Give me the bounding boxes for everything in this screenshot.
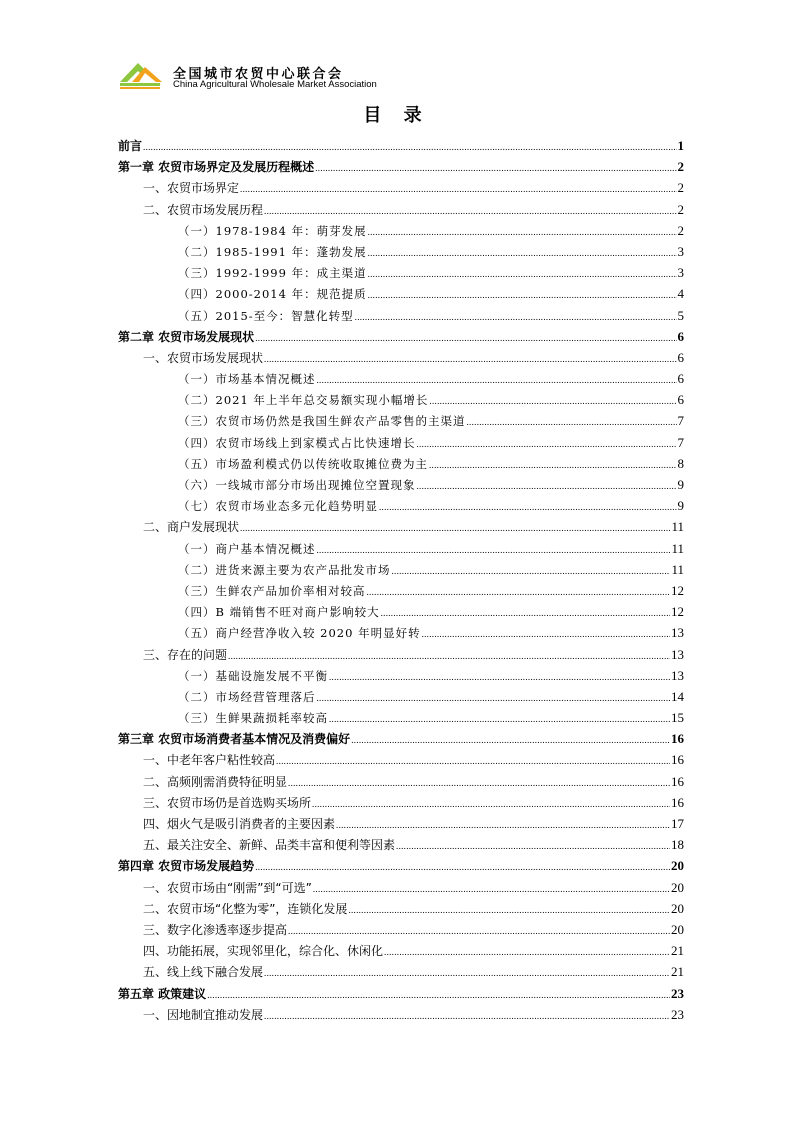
toc-entry[interactable] <box>118 580 684 601</box>
toc-entry[interactable] <box>118 1004 684 1025</box>
toc-entry-label: 三、存在的问题 <box>143 647 228 662</box>
dot-leader <box>467 410 677 433</box>
toc-entry-page: 20 <box>671 900 684 916</box>
page-header <box>118 58 438 92</box>
toc-entry[interactable] <box>118 453 684 474</box>
dot-leader <box>381 601 670 624</box>
dot-leader <box>143 135 676 158</box>
toc-entry-label: 前言 <box>118 139 143 153</box>
toc-entry-page: 15 <box>671 710 684 726</box>
dot-leader <box>367 580 671 603</box>
org-name-cn: 全国城市农贸中心联合会 <box>173 67 344 82</box>
toc-entry-page: 23 <box>671 1006 684 1022</box>
toc-entry-label: 五、线上线下融合发展 <box>143 965 264 980</box>
dot-leader <box>264 199 676 222</box>
toc-entry[interactable] <box>118 961 684 982</box>
toc-entry[interactable] <box>118 707 684 728</box>
dot-leader <box>288 771 670 794</box>
toc-entry-label: （一）市场基本情况概述 <box>178 372 316 387</box>
dot-leader <box>429 453 677 476</box>
toc-entry-page: 21 <box>671 964 684 980</box>
dot-leader <box>207 983 670 1006</box>
toc-entry-label: 第二章 农贸市场发展现状 <box>118 329 255 344</box>
toc-entry-label: （六）一线城市部分市场出现摊位空置现象 <box>178 478 416 492</box>
toc-entry-page: 4 <box>677 286 684 302</box>
toc-entry-label: 一、农贸市场发展现状 <box>143 350 264 365</box>
toc-entry-page: 6 <box>677 328 684 344</box>
toc-entry[interactable] <box>118 495 684 516</box>
toc-entry[interactable] <box>118 898 684 919</box>
toc-entry-page: 5 <box>677 307 684 323</box>
toc-entry-page: 7 <box>677 413 684 429</box>
toc-entry-label: （二）进货来源主要为农产品批发市场 <box>178 562 391 577</box>
toc-entry-page: 16 <box>671 731 684 747</box>
toc-entry[interactable] <box>118 686 684 707</box>
toc-entry-label: （五）商户经营净收入较 2020 年明显好转 <box>178 626 421 641</box>
toc-entry-label: 三、农贸市场仍是首选购买场所 <box>143 795 312 810</box>
toc-entry[interactable] <box>118 728 684 749</box>
dot-leader <box>317 686 671 709</box>
toc-entry-label: 第一章 农贸市场界定及发展历程概述 <box>118 160 315 175</box>
toc-entry-page: 11 <box>671 519 684 535</box>
toc-entry-page: 9 <box>677 498 684 514</box>
toc-entry[interactable] <box>118 813 684 834</box>
dot-leader <box>396 834 670 857</box>
association-logo-icon <box>118 58 164 92</box>
dot-leader <box>313 877 670 900</box>
toc-entry-label: （二）1985-1991 年：蓬勃发展 <box>178 244 367 259</box>
dot-leader <box>417 432 677 455</box>
dot-leader <box>240 516 670 539</box>
dot-leader <box>429 389 676 412</box>
toc-entry-label: 四、功能拓展，实现邻里化，综合化、休闲化 <box>143 944 384 959</box>
toc-entry[interactable] <box>118 177 684 198</box>
dot-leader <box>351 728 670 751</box>
toc-entry-label: 第三章 农贸市场消费者基本情况及消费偏好 <box>118 732 351 747</box>
toc-entry[interactable] <box>118 877 684 898</box>
toc-entry-label: （四）农贸市场线上到家模式占比快速增长 <box>178 435 416 450</box>
toc-entry[interactable] <box>118 389 684 410</box>
dot-leader <box>379 495 677 518</box>
toc-entry-label: （四）2000-2014 年：规范提质 <box>178 287 367 302</box>
dot-leader <box>276 749 670 772</box>
toc-entry[interactable] <box>118 410 684 431</box>
toc-entry[interactable] <box>118 262 684 283</box>
dot-leader <box>255 326 676 349</box>
toc-entry-label: （一）基础设施发展不平衡 <box>178 668 328 683</box>
toc-entry-label: 一、农贸市场由“刚需”到“可选” <box>143 880 312 895</box>
toc-entry-label: （五）市场盈利模式仍以传统收取摊位费为主 <box>178 456 428 471</box>
toc-entry-page: 20 <box>671 858 684 874</box>
toc-entry-label: 一、农贸市场界定 <box>143 181 240 196</box>
toc-entry-page: 11 <box>671 540 684 556</box>
dot-leader <box>329 665 670 688</box>
toc-entry[interactable] <box>118 305 684 326</box>
dot-leader <box>288 919 670 942</box>
toc-entry-page: 3 <box>677 243 684 259</box>
toc-entry-page: 2 <box>677 180 684 196</box>
toc-entry-label: （三）生鲜果蔬损耗率较高 <box>178 711 328 726</box>
toc-entry-label: 一、中老年客户粘性较高 <box>143 753 276 768</box>
toc-entry-label: （一）商户基本情况概述 <box>178 541 316 556</box>
toc-entry[interactable] <box>118 601 684 622</box>
toc-entry[interactable] <box>118 326 684 347</box>
toc-entry[interactable] <box>118 220 684 241</box>
toc-entry-label: （七）农贸市场业态多元化趋势明显 <box>178 499 378 514</box>
toc-entry-label: （二）市场经营管理落后 <box>178 689 316 704</box>
toc-entry-label: 四、烟火气是吸引消费者的主要因素 <box>143 817 336 831</box>
toc-entry-page: 12 <box>671 582 684 598</box>
toc-entry[interactable] <box>118 241 684 262</box>
toc-entry-page: 17 <box>671 816 684 831</box>
toc-entry-label: （三）农贸市场仍然是我国生鲜农产品零售的主渠道 <box>178 414 466 429</box>
toc-entry-page: 6 <box>677 392 684 408</box>
toc-entry[interactable] <box>118 792 684 813</box>
toc-entry-label: （三）生鲜农产品加价率相对较高 <box>178 583 366 598</box>
toc-entry[interactable] <box>118 135 684 156</box>
dot-leader <box>264 961 670 984</box>
dot-leader <box>368 283 677 306</box>
toc-entry-label: （二）2021 年上半年总交易额实现小幅增长 <box>178 393 429 408</box>
toc-entry[interactable] <box>118 622 684 643</box>
toc-entry-page: 13 <box>671 625 684 641</box>
toc-entry-page: 16 <box>671 794 684 810</box>
table-of-contents <box>118 135 684 1025</box>
toc-entry[interactable] <box>118 368 684 389</box>
toc-entry-page: 2 <box>677 201 684 217</box>
toc-entry-page: 12 <box>671 604 684 620</box>
dot-leader <box>317 368 677 391</box>
toc-entry-page: 18 <box>671 837 684 853</box>
toc-entry-label: 三、数字化渗透率逐步提高 <box>143 922 288 937</box>
toc-entry-page: 2 <box>677 222 684 238</box>
toc-entry[interactable] <box>118 940 684 961</box>
toc-entry-page: 20 <box>671 921 684 937</box>
dot-leader <box>417 474 677 497</box>
toc-entry-label: （五）2015-至今：智慧化转型 <box>178 308 354 323</box>
toc-entry-page: 9 <box>677 477 684 492</box>
toc-entry-label: 第五章 政策建议 <box>118 986 207 1001</box>
toc-entry[interactable] <box>118 516 684 537</box>
toc-entry-page: 23 <box>671 985 684 1001</box>
dot-leader <box>240 177 676 200</box>
toc-entry-page: 21 <box>671 943 684 959</box>
toc-entry[interactable] <box>118 156 684 177</box>
dot-leader <box>336 813 670 836</box>
toc-entry-label: 一、因地制宜推动发展 <box>143 1007 264 1022</box>
toc-entry-page: 16 <box>671 773 684 789</box>
toc-entry-page: 20 <box>671 879 684 895</box>
toc-entry[interactable] <box>118 834 684 855</box>
dot-leader <box>315 156 676 179</box>
dot-leader <box>264 347 676 370</box>
dot-leader <box>368 241 677 264</box>
dot-leader <box>255 855 670 878</box>
toc-entry-label: （三）1992-1999 年：成主渠道 <box>178 266 367 281</box>
toc-entry-page: 1 <box>677 138 684 153</box>
toc-entry-page: 14 <box>671 688 684 704</box>
dot-leader <box>392 559 671 582</box>
toc-entry-page: 2 <box>677 159 684 175</box>
toc-entry[interactable] <box>118 919 684 940</box>
toc-entry-label: 二、农贸市场“化整为零”，连锁化发展 <box>143 901 348 916</box>
toc-entry-page: 13 <box>671 646 684 662</box>
toc-entry-page: 7 <box>677 434 684 450</box>
toc-entry-page: 8 <box>677 455 684 471</box>
toc-entry-label: （四）B 端销售不旺对商户影响较大 <box>178 605 380 620</box>
toc-entry-page: 11 <box>671 561 684 577</box>
dot-leader <box>264 1004 670 1027</box>
dot-leader <box>312 792 670 815</box>
toc-entry[interactable] <box>118 347 684 368</box>
dot-leader <box>348 898 670 921</box>
dot-leader <box>355 305 677 328</box>
toc-entry-page: 6 <box>677 371 684 387</box>
dot-leader <box>368 220 677 243</box>
toc-entry[interactable] <box>118 538 684 559</box>
dot-leader <box>368 262 677 285</box>
toc-entry[interactable] <box>118 474 684 495</box>
page-title: 目 录 <box>363 105 430 126</box>
toc-entry[interactable] <box>118 644 684 665</box>
toc-entry[interactable] <box>118 559 684 580</box>
toc-entry-label: 二、商户发展现状 <box>143 520 240 535</box>
toc-entry[interactable] <box>118 283 684 304</box>
toc-entry-label: 第四章 农贸市场发展趋势 <box>118 859 255 874</box>
toc-entry-page: 6 <box>677 349 684 365</box>
toc-entry[interactable] <box>118 749 684 770</box>
dot-leader <box>384 940 670 963</box>
toc-entry-label: （一）1978-1984 年：萌芽发展 <box>178 223 367 238</box>
dot-leader <box>228 644 670 667</box>
toc-entry[interactable] <box>118 855 684 876</box>
toc-entry[interactable] <box>118 199 684 220</box>
toc-entry-label: 五、最关注安全、新鲜、品类丰富和便利等因素 <box>143 838 396 853</box>
dot-leader <box>329 707 670 730</box>
toc-entry[interactable] <box>118 432 684 453</box>
toc-entry[interactable] <box>118 983 684 1004</box>
toc-entry-label: 二、农贸市场发展历程 <box>143 202 264 217</box>
toc-entry-page: 3 <box>677 265 684 281</box>
toc-entry-label: 二、高频刚需消费特征明显 <box>143 774 288 789</box>
org-name-en: China Agricultural Wholesale Market Association <box>173 79 377 90</box>
toc-entry[interactable] <box>118 771 684 792</box>
toc-entry-page: 13 <box>671 667 684 683</box>
dot-leader <box>317 538 671 561</box>
toc-entry[interactable] <box>118 665 684 686</box>
dot-leader <box>422 622 670 645</box>
toc-entry-page: 16 <box>671 752 684 768</box>
